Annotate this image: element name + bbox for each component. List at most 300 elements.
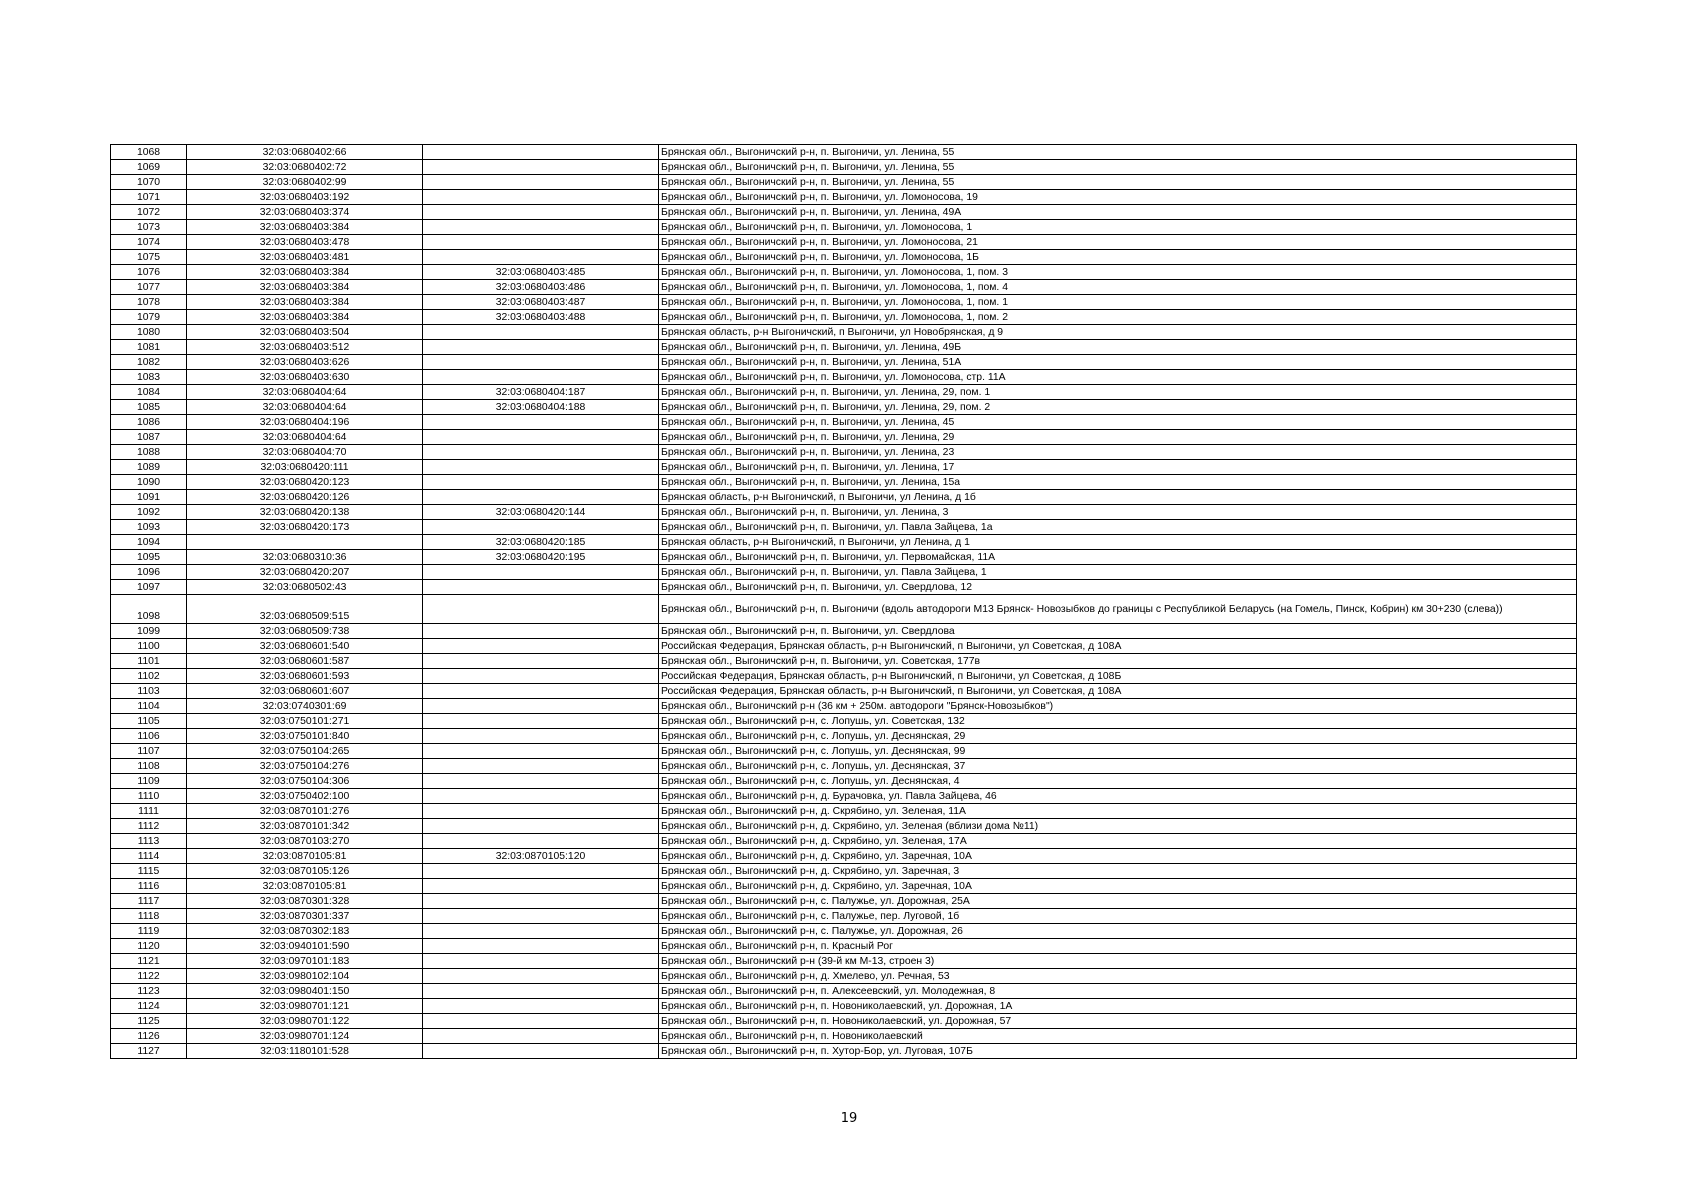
address-cell: Брянская обл., Выгоничский р-н, д. Скрябино, ул. Зеленая (вблизи дома №11) <box>659 819 1577 834</box>
row-number-cell: 1069 <box>111 160 187 175</box>
included-object-cell: 32:03:0680420:144 <box>423 505 659 520</box>
row-number-cell: 1120 <box>111 939 187 954</box>
included-object-cell <box>423 774 659 789</box>
table-row <box>111 400 1577 415</box>
cadastral-number-cell: 32:03:0680420:138 <box>187 505 423 520</box>
included-object-cell <box>423 864 659 879</box>
included-object-cell: 32:03:0680420:195 <box>423 550 659 565</box>
cadastral-number-cell: 32:03:0680403:374 <box>187 205 423 220</box>
address-cell: Брянская обл., Выгоничский р-н, п. Выгоничи, ул. Ломоносова, 1 <box>659 220 1577 235</box>
table-row <box>111 325 1577 340</box>
table-row <box>111 684 1577 699</box>
address-cell: Брянская обл., Выгоничский р-н, п. Выгоничи, ул. Советская, 177в <box>659 654 1577 669</box>
address-cell: Брянская обл., Выгоничский р-н, п. Выгоничи, ул. Ломоносова, 21 <box>659 235 1577 250</box>
table-row <box>111 205 1577 220</box>
cadastral-number-cell: 32:03:0680403:478 <box>187 235 423 250</box>
cadastral-number-cell: 32:03:0680420:126 <box>187 490 423 505</box>
row-number-cell: 1089 <box>111 460 187 475</box>
included-object-cell <box>423 639 659 654</box>
table-row <box>111 145 1577 160</box>
row-number-cell: 1114 <box>111 849 187 864</box>
row-number-cell: 1106 <box>111 729 187 744</box>
included-object-cell: 32:03:0680403:487 <box>423 295 659 310</box>
table-row <box>111 1029 1577 1044</box>
table-row <box>111 520 1577 535</box>
address-cell: Брянская обл., Выгоничский р-н, п. Выгоничи, ул. Ленина, 55 <box>659 145 1577 160</box>
address-cell: Брянская обл., Выгоничский р-н, п. Выгоничи, ул. Свердлова <box>659 624 1577 639</box>
row-number-cell: 1079 <box>111 310 187 325</box>
included-object-cell <box>423 250 659 265</box>
address-cell: Брянская обл., Выгоничский р-н, п. Выгоничи, ул. Ленина, 49Б <box>659 340 1577 355</box>
cadastral-number-cell: 32:03:0870101:276 <box>187 804 423 819</box>
cadastral-number-cell: 32:03:0980102:104 <box>187 969 423 984</box>
cadastral-number-cell: 32:03:0680403:626 <box>187 355 423 370</box>
table-row <box>111 654 1577 669</box>
row-number-cell: 1115 <box>111 864 187 879</box>
table-row <box>111 699 1577 714</box>
cadastral-number-cell: 32:03:1180101:528 <box>187 1044 423 1059</box>
included-object-cell <box>423 669 659 684</box>
address-cell: Российская Федерация, Брянская область, р-н Выгоничский, п Выгоничи, ул Советская, д 108Б <box>659 669 1577 684</box>
cadastral-number-cell: 32:03:0740301:69 <box>187 699 423 714</box>
address-cell: Брянская обл., Выгоничский р-н, д. Скрябино, ул. Заречная, 10А <box>659 849 1577 864</box>
included-object-cell <box>423 894 659 909</box>
row-number-cell: 1100 <box>111 639 187 654</box>
address-cell: Брянская обл., Выгоничский р-н, п. Хутор-Бор, ул. Луговая, 107Б <box>659 1044 1577 1059</box>
address-cell: Брянская обл., Выгоничский р-н, с. Лопушь, ул. Деснянская, 37 <box>659 759 1577 774</box>
address-cell: Брянская обл., Выгоничский р-н, с. Лопушь, ул. Деснянская, 29 <box>659 729 1577 744</box>
cadastral-number-cell: 32:03:0680601:593 <box>187 669 423 684</box>
address-cell: Брянская обл., Выгоничский р-н, п. Выгоничи, ул. Ленина, 55 <box>659 175 1577 190</box>
table-row <box>111 175 1577 190</box>
table-row <box>111 550 1577 565</box>
table-row <box>111 804 1577 819</box>
address-cell: Брянская обл., Выгоничский р-н (39-й км М-13, строен 3) <box>659 954 1577 969</box>
cadastral-number-cell: 32:03:0750104:306 <box>187 774 423 789</box>
row-number-cell: 1122 <box>111 969 187 984</box>
included-object-cell <box>423 1014 659 1029</box>
cadastral-number-cell: 32:03:0750101:840 <box>187 729 423 744</box>
row-number-cell: 1082 <box>111 355 187 370</box>
row-number-cell: 1088 <box>111 445 187 460</box>
included-object-cell <box>423 490 659 505</box>
row-number-cell: 1116 <box>111 879 187 894</box>
address-cell: Брянская обл., Выгоничский р-н, п. Новониколаевский <box>659 1029 1577 1044</box>
row-number-cell: 1123 <box>111 984 187 999</box>
address-cell: Брянская обл., Выгоничский р-н, д. Скрябино, ул. Зеленая, 17А <box>659 834 1577 849</box>
included-object-cell <box>423 145 659 160</box>
included-object-cell <box>423 340 659 355</box>
registry-table <box>110 144 1577 1059</box>
table-row <box>111 984 1577 999</box>
row-number-cell: 1111 <box>111 804 187 819</box>
included-object-cell <box>423 445 659 460</box>
address-cell: Брянская область, р-н Выгоничский, п Выгоничи, ул Ленина, д 1б <box>659 490 1577 505</box>
included-object-cell <box>423 565 659 580</box>
row-number-cell: 1112 <box>111 819 187 834</box>
included-object-cell <box>423 699 659 714</box>
cadastral-number-cell: 32:03:0680420:111 <box>187 460 423 475</box>
cadastral-number-cell: 32:03:0980701:121 <box>187 999 423 1014</box>
address-cell: Брянская обл., Выгоничский р-н, п. Выгоничи, ул. Ломоносова, 19 <box>659 190 1577 205</box>
cadastral-number-cell: 32:03:0680402:66 <box>187 145 423 160</box>
cadastral-number-cell: 32:03:0680404:196 <box>187 415 423 430</box>
address-cell: Брянская обл., Выгоничский р-н, п. Выгоничи, ул. Свердлова, 12 <box>659 580 1577 595</box>
table-row <box>111 430 1577 445</box>
row-number-cell: 1097 <box>111 580 187 595</box>
included-object-cell <box>423 235 659 250</box>
cadastral-number-cell: 32:03:0750104:276 <box>187 759 423 774</box>
table-row <box>111 190 1577 205</box>
row-number-cell: 1125 <box>111 1014 187 1029</box>
row-number-cell: 1124 <box>111 999 187 1014</box>
row-number-cell: 1117 <box>111 894 187 909</box>
row-number-cell: 1099 <box>111 624 187 639</box>
included-object-cell: 32:03:0870105:120 <box>423 849 659 864</box>
table-row <box>111 535 1577 550</box>
address-cell: Брянская обл., Выгоничский р-н, п. Новониколаевский, ул. Дорожная, 57 <box>659 1014 1577 1029</box>
included-object-cell <box>423 954 659 969</box>
cadastral-number-cell: 32:03:0680404:64 <box>187 400 423 415</box>
included-object-cell: 32:03:0680420:185 <box>423 535 659 550</box>
row-number-cell: 1071 <box>111 190 187 205</box>
address-cell: Брянская обл., Выгоничский р-н, п. Выгоничи, ул. Первомайская, 11А <box>659 550 1577 565</box>
address-cell: Брянская обл., Выгоничский р-н, д. Скрябино, ул. Заречная, 3 <box>659 864 1577 879</box>
row-number-cell: 1092 <box>111 505 187 520</box>
cadastral-number-cell: 32:03:0870105:81 <box>187 879 423 894</box>
included-object-cell <box>423 325 659 340</box>
row-number-cell: 1103 <box>111 684 187 699</box>
row-number-cell: 1068 <box>111 145 187 160</box>
address-cell: Брянская обл., Выгоничский р-н, с. Палужье, ул. Дорожная, 25А <box>659 894 1577 909</box>
registry-table-body <box>111 145 1577 1059</box>
cadastral-number-cell: 32:03:0980701:124 <box>187 1029 423 1044</box>
included-object-cell <box>423 595 659 624</box>
row-number-cell: 1078 <box>111 295 187 310</box>
included-object-cell <box>423 984 659 999</box>
included-object-cell <box>423 624 659 639</box>
included-object-cell <box>423 759 659 774</box>
table-row <box>111 669 1577 684</box>
address-cell: Брянская обл., Выгоничский р-н, д. Скрябино, ул. Зеленая, 11А <box>659 804 1577 819</box>
row-number-cell: 1102 <box>111 669 187 684</box>
included-object-cell <box>423 789 659 804</box>
cadastral-number-cell: 32:03:0680420:207 <box>187 565 423 580</box>
table-row <box>111 789 1577 804</box>
row-number-cell: 1077 <box>111 280 187 295</box>
row-number-cell: 1085 <box>111 400 187 415</box>
address-cell: Брянская обл., Выгоничский р-н, п. Выгоничи, ул. Ломоносова, 1Б <box>659 250 1577 265</box>
cadastral-number-cell: 32:03:0870301:337 <box>187 909 423 924</box>
table-row <box>111 744 1577 759</box>
address-cell: Брянская обл., Выгоничский р-н, п. Выгоничи, ул. Ленина, 51А <box>659 355 1577 370</box>
cadastral-number-cell: 32:03:0980701:122 <box>187 1014 423 1029</box>
included-object-cell <box>423 834 659 849</box>
address-cell: Брянская обл., Выгоничский р-н, п. Выгоничи, ул. Ломоносова, 1, пом. 3 <box>659 265 1577 280</box>
table-row <box>111 759 1577 774</box>
row-number-cell: 1113 <box>111 834 187 849</box>
table-row <box>111 295 1577 310</box>
table-row <box>111 250 1577 265</box>
table-row <box>111 415 1577 430</box>
table-row <box>111 235 1577 250</box>
included-object-cell <box>423 1029 659 1044</box>
table-row <box>111 999 1577 1014</box>
row-number-cell: 1087 <box>111 430 187 445</box>
table-row <box>111 310 1577 325</box>
cadastral-number-cell: 32:03:0680402:99 <box>187 175 423 190</box>
included-object-cell <box>423 160 659 175</box>
included-object-cell <box>423 1044 659 1059</box>
row-number-cell: 1105 <box>111 714 187 729</box>
included-object-cell <box>423 205 659 220</box>
cadastral-number-cell: 32:03:0680403:384 <box>187 310 423 325</box>
included-object-cell <box>423 909 659 924</box>
included-object-cell <box>423 714 659 729</box>
included-object-cell <box>423 190 659 205</box>
address-cell: Российская Федерация, Брянская область, р-н Выгоничский, п Выгоничи, ул Советская, д 108А <box>659 639 1577 654</box>
table-row <box>111 385 1577 400</box>
address-cell: Брянская обл., Выгоничский р-н, п. Выгоничи, ул. Ленина, 23 <box>659 445 1577 460</box>
cadastral-number-cell: 32:03:0680420:173 <box>187 520 423 535</box>
included-object-cell <box>423 520 659 535</box>
table-row <box>111 580 1577 595</box>
row-number-cell: 1084 <box>111 385 187 400</box>
table-row <box>111 894 1577 909</box>
included-object-cell: 32:03:0680403:488 <box>423 310 659 325</box>
row-number-cell: 1095 <box>111 550 187 565</box>
row-number-cell: 1081 <box>111 340 187 355</box>
cadastral-number-cell: 32:03:0980401:150 <box>187 984 423 999</box>
address-cell: Брянская обл., Выгоничский р-н, д. Хмелево, ул. Речная, 53 <box>659 969 1577 984</box>
cadastral-number-cell: 32:03:0870301:328 <box>187 894 423 909</box>
cadastral-number-cell: 32:03:0680403:481 <box>187 250 423 265</box>
cadastral-number-cell: 32:03:0870105:126 <box>187 864 423 879</box>
cadastral-number-cell: 32:03:0680403:384 <box>187 295 423 310</box>
table-row <box>111 939 1577 954</box>
cadastral-number-cell: 32:03:0680509:515 <box>187 595 423 624</box>
cadastral-number-cell: 32:03:0680502:43 <box>187 580 423 595</box>
row-number-cell: 1076 <box>111 265 187 280</box>
address-cell: Брянская обл., Выгоничский р-н, п. Алексеевский, ул. Молодежная, 8 <box>659 984 1577 999</box>
cadastral-number-cell: 32:03:0870302:183 <box>187 924 423 939</box>
row-number-cell: 1118 <box>111 909 187 924</box>
included-object-cell <box>423 460 659 475</box>
row-number-cell: 1083 <box>111 370 187 385</box>
address-cell: Брянская обл., Выгоничский р-н, п. Выгоничи, ул. Павла Зайцева, 1а <box>659 520 1577 535</box>
row-number-cell: 1119 <box>111 924 187 939</box>
address-cell: Брянская обл., Выгоничский р-н, с. Палужье, ул. Дорожная, 26 <box>659 924 1577 939</box>
included-object-cell <box>423 654 659 669</box>
cadastral-number-cell: 32:03:0870103:270 <box>187 834 423 849</box>
table-row <box>111 565 1577 580</box>
cadastral-number-cell: 32:03:0680310:36 <box>187 550 423 565</box>
included-object-cell: 32:03:0680404:188 <box>423 400 659 415</box>
row-number-cell: 1074 <box>111 235 187 250</box>
cadastral-number-cell <box>187 535 423 550</box>
included-object-cell <box>423 684 659 699</box>
included-object-cell <box>423 475 659 490</box>
address-cell: Брянская обл., Выгоничский р-н, п. Выгоничи, ул. Ленина, 49А <box>659 205 1577 220</box>
included-object-cell <box>423 220 659 235</box>
address-cell: Брянская обл., Выгоничский р-н, п. Выгоничи, ул. Ломоносова, стр. 11А <box>659 370 1577 385</box>
table-row <box>111 160 1577 175</box>
cadastral-number-cell: 32:03:0750104:265 <box>187 744 423 759</box>
address-cell: Брянская обл., Выгоничский р-н, с. Палужье, пер. Луговой, 1б <box>659 909 1577 924</box>
table-row <box>111 954 1577 969</box>
row-number-cell: 1075 <box>111 250 187 265</box>
cadastral-number-cell: 32:03:0680404:64 <box>187 385 423 400</box>
row-number-cell: 1108 <box>111 759 187 774</box>
cadastral-number-cell: 32:03:0680601:587 <box>187 654 423 669</box>
row-number-cell: 1073 <box>111 220 187 235</box>
included-object-cell <box>423 370 659 385</box>
address-cell: Брянская обл., Выгоничский р-н, с. Лопушь, ул. Деснянская, 99 <box>659 744 1577 759</box>
address-cell: Брянская обл., Выгоничский р-н, п. Выгоничи, ул. Ломоносова, 1, пом. 4 <box>659 280 1577 295</box>
row-number-cell: 1070 <box>111 175 187 190</box>
table-row <box>111 280 1577 295</box>
row-number-cell: 1098 <box>111 595 187 624</box>
address-cell: Брянская область, р-н Выгоничский, п Выгоничи, ул Ленина, д 1 <box>659 535 1577 550</box>
address-cell: Брянская обл., Выгоничский р-н, п. Выгоничи, ул. Ленина, 3 <box>659 505 1577 520</box>
row-number-cell: 1072 <box>111 205 187 220</box>
cadastral-number-cell: 32:03:0680404:64 <box>187 430 423 445</box>
table-row <box>111 924 1577 939</box>
included-object-cell <box>423 924 659 939</box>
cadastral-number-cell: 32:03:0680509:738 <box>187 624 423 639</box>
row-number-cell: 1086 <box>111 415 187 430</box>
cadastral-number-cell: 32:03:0870105:81 <box>187 849 423 864</box>
row-number-cell: 1109 <box>111 774 187 789</box>
cadastral-number-cell: 32:03:0680403:512 <box>187 340 423 355</box>
cadastral-number-cell: 32:03:0750101:271 <box>187 714 423 729</box>
table-row <box>111 505 1577 520</box>
registry-table-container <box>110 144 1576 1059</box>
table-row <box>111 265 1577 280</box>
included-object-cell <box>423 819 659 834</box>
included-object-cell <box>423 879 659 894</box>
table-row <box>111 1014 1577 1029</box>
address-cell: Брянская обл., Выгоничский р-н, п. Выгоничи, ул. Ленина, 17 <box>659 460 1577 475</box>
cadastral-number-cell: 32:03:0680601:540 <box>187 639 423 654</box>
address-cell: Брянская обл., Выгоничский р-н, с. Лопушь, ул. Деснянская, 4 <box>659 774 1577 789</box>
table-row <box>111 849 1577 864</box>
included-object-cell <box>423 729 659 744</box>
cadastral-number-cell: 32:03:0680601:607 <box>187 684 423 699</box>
row-number-cell: 1096 <box>111 565 187 580</box>
address-cell: Брянская обл., Выгоничский р-н, п. Выгоничи, ул. Павла Зайцева, 1 <box>659 565 1577 580</box>
address-cell: Брянская обл., Выгоничский р-н, п. Выгоничи, ул. Ленина, 29 <box>659 430 1577 445</box>
included-object-cell <box>423 175 659 190</box>
table-row <box>111 595 1577 624</box>
table-row <box>111 355 1577 370</box>
table-row <box>111 774 1577 789</box>
table-row <box>111 714 1577 729</box>
table-row <box>111 1044 1577 1059</box>
included-object-cell: 32:03:0680404:187 <box>423 385 659 400</box>
table-row <box>111 460 1577 475</box>
table-row <box>111 445 1577 460</box>
row-number-cell: 1091 <box>111 490 187 505</box>
table-row <box>111 490 1577 505</box>
row-number-cell: 1080 <box>111 325 187 340</box>
cadastral-number-cell: 32:03:0680403:192 <box>187 190 423 205</box>
row-number-cell: 1101 <box>111 654 187 669</box>
included-object-cell <box>423 355 659 370</box>
address-cell: Брянская обл., Выгоничский р-н, п. Красный Рог <box>659 939 1577 954</box>
cadastral-number-cell: 32:03:0680403:384 <box>187 265 423 280</box>
cadastral-number-cell: 32:03:0870101:342 <box>187 819 423 834</box>
address-cell: Брянская обл., Выгоничский р-н, с. Лопушь, ул. Советская, 132 <box>659 714 1577 729</box>
row-number-cell: 1104 <box>111 699 187 714</box>
table-row <box>111 624 1577 639</box>
cadastral-number-cell: 32:03:0680403:384 <box>187 280 423 295</box>
table-row <box>111 879 1577 894</box>
address-cell: Брянская обл., Выгоничский р-н, п. Выгоничи, ул. Ленина, 45 <box>659 415 1577 430</box>
cadastral-number-cell: 32:03:0680403:630 <box>187 370 423 385</box>
included-object-cell <box>423 430 659 445</box>
row-number-cell: 1127 <box>111 1044 187 1059</box>
included-object-cell <box>423 744 659 759</box>
cadastral-number-cell: 32:03:0970101:183 <box>187 954 423 969</box>
address-cell: Брянская обл., Выгоничский р-н, п. Выгоничи (вдоль автодороги М13 Брянск- Новозыбков до границы с Республикой Беларусь (на Гомель, Пинск, Кобрин) км 30+230 (слева)) <box>659 595 1577 624</box>
cadastral-number-cell: 32:03:0680403:504 <box>187 325 423 340</box>
included-object-cell <box>423 939 659 954</box>
address-cell: Брянская обл., Выгоничский р-н (36 км + 250м. автодороги "Брянск-Новозыбков") <box>659 699 1577 714</box>
row-number-cell: 1093 <box>111 520 187 535</box>
address-cell: Брянская обл., Выгоничский р-н, д. Бурачовка, ул. Павла Зайцева, 46 <box>659 789 1577 804</box>
address-cell: Брянская обл., Выгоничский р-н, п. Выгоничи, ул. Ленина, 29, пом. 2 <box>659 400 1577 415</box>
table-row <box>111 819 1577 834</box>
included-object-cell <box>423 999 659 1014</box>
cadastral-number-cell: 32:03:0680402:72 <box>187 160 423 175</box>
table-row <box>111 370 1577 385</box>
row-number-cell: 1094 <box>111 535 187 550</box>
row-number-cell: 1110 <box>111 789 187 804</box>
table-row <box>111 639 1577 654</box>
cadastral-number-cell: 32:03:0680404:70 <box>187 445 423 460</box>
table-row <box>111 969 1577 984</box>
address-cell: Брянская обл., Выгоничский р-н, п. Выгоничи, ул. Ленина, 55 <box>659 160 1577 175</box>
cadastral-number-cell: 32:03:0750402:100 <box>187 789 423 804</box>
table-row <box>111 909 1577 924</box>
row-number-cell: 1121 <box>111 954 187 969</box>
address-cell: Брянская обл., Выгоничский р-н, п. Выгоничи, ул. Ломоносова, 1, пом. 1 <box>659 295 1577 310</box>
row-number-cell: 1090 <box>111 475 187 490</box>
address-cell: Брянская обл., Выгоничский р-н, п. Выгоничи, ул. Ломоносова, 1, пом. 2 <box>659 310 1577 325</box>
included-object-cell <box>423 580 659 595</box>
address-cell: Брянская обл., Выгоничский р-н, д. Скрябино, ул. Заречная, 10А <box>659 879 1577 894</box>
table-row <box>111 864 1577 879</box>
address-cell: Брянская обл., Выгоничский р-н, п. Выгоничи, ул. Ленина, 15а <box>659 475 1577 490</box>
table-row <box>111 340 1577 355</box>
table-row <box>111 220 1577 235</box>
cadastral-number-cell: 32:03:0940101:590 <box>187 939 423 954</box>
cadastral-number-cell: 32:03:0680403:384 <box>187 220 423 235</box>
cadastral-number-cell: 32:03:0680420:123 <box>187 475 423 490</box>
included-object-cell: 32:03:0680403:486 <box>423 280 659 295</box>
address-cell: Брянская обл., Выгоничский р-н, п. Новониколаевский, ул. Дорожная, 1А <box>659 999 1577 1014</box>
table-row <box>111 729 1577 744</box>
included-object-cell <box>423 969 659 984</box>
table-row <box>111 475 1577 490</box>
address-cell: Брянская обл., Выгоничский р-н, п. Выгоничи, ул. Ленина, 29, пом. 1 <box>659 385 1577 400</box>
row-number-cell: 1126 <box>111 1029 187 1044</box>
address-cell: Брянская область, р-н Выгоничский, п Выгоничи, ул Новобрянская, д 9 <box>659 325 1577 340</box>
address-cell: Российская Федерация, Брянская область, р-н Выгоничский, п Выгоничи, ул Советская, д 108А <box>659 684 1577 699</box>
included-object-cell: 32:03:0680403:485 <box>423 265 659 280</box>
included-object-cell <box>423 804 659 819</box>
